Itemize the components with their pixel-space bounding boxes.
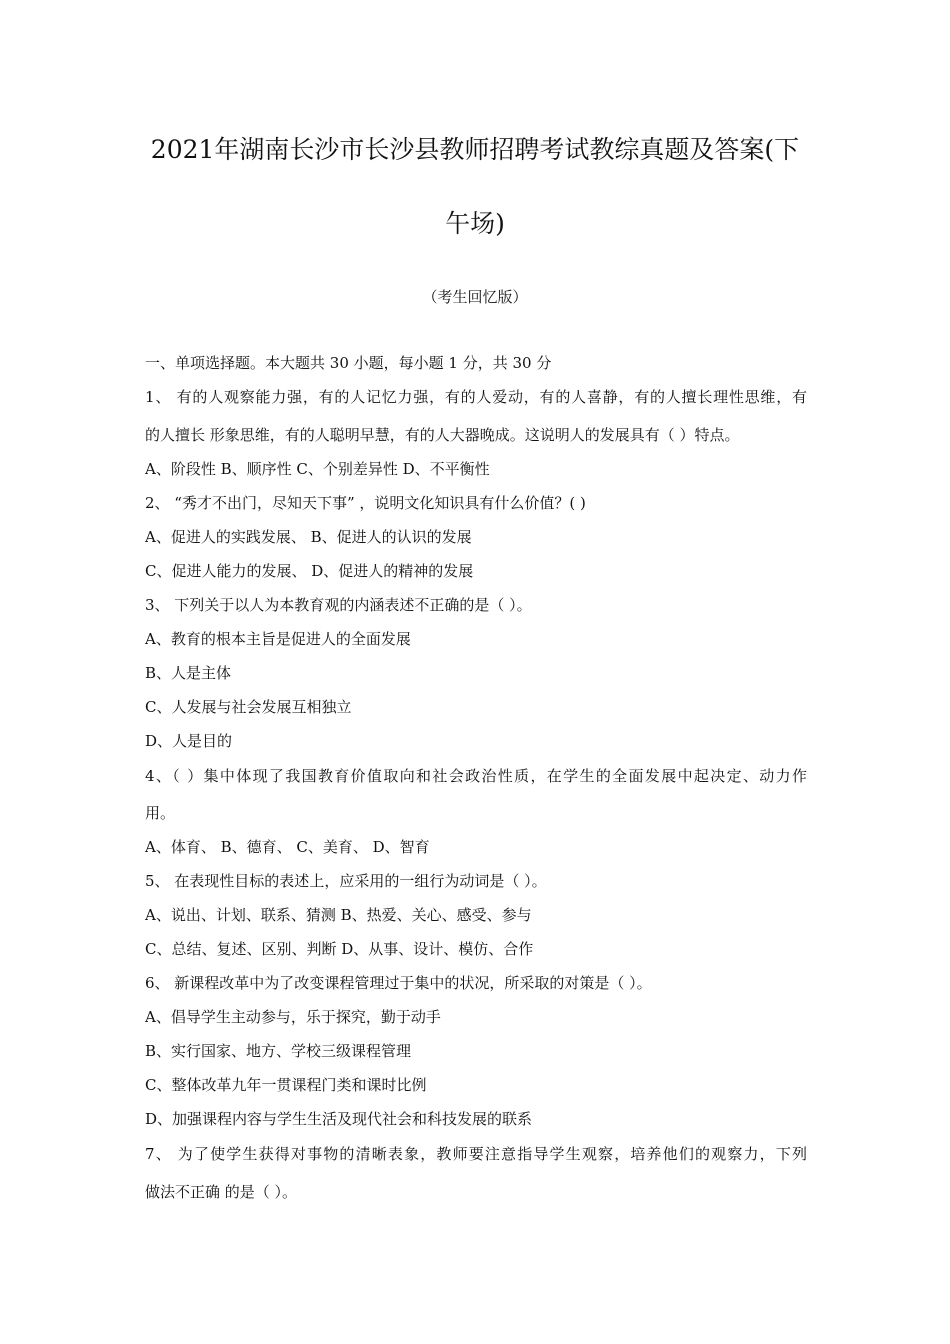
question-4-options: A、体育、 B、德育、 C、美育、 D、智育 [145, 838, 430, 856]
question-1-stem-line-2: 的人擅长 形象思维，有的人聪明早慧，有的人大器晚成。这说明人的发展具有（ ）特点。 [145, 426, 740, 444]
section-heading: 一、单项选择题。本大题共 30 小题，每小题 1 分，共 30 分 [145, 354, 552, 372]
question-1-options: A、阶段性 B、顺序性 C、个别差异性 D、不平衡性 [145, 460, 490, 478]
question-7-stem-line-1: 7、 为了使学生获得对事物的清晰表象，教师要注意指导学生观察，培养他们的观察力，下列 [145, 1145, 807, 1163]
question-4-stem-line-2: 用。 [145, 804, 176, 822]
question-3-option-b: B、人是主体 [145, 664, 232, 682]
question-6-stem: 6、 新课程改革中为了改变课程管理过于集中的状况，所采取的对策是（ ）。 [145, 974, 652, 992]
question-6-option-b: B、实行国家、地方、学校三级课程管理 [145, 1042, 412, 1060]
question-2-stem: 2、 “秀才不出门，尽知天下事” ，说明文化知识具有什么价值？( ) [145, 494, 586, 512]
question-4-stem-line-1: 4、（ ）集中体现了我国教育价值取向和社会政治性质，在学生的全面发展中起决定、动力作 [145, 767, 807, 785]
question-6-option-c: C、整体改革九年一贯课程门类和课时比例 [145, 1076, 427, 1094]
question-6-option-d: D、加强课程内容与学生生活及现代社会和科技发展的联系 [145, 1110, 533, 1128]
question-5-stem: 5、 在表现性目标的表述上，应采用的一组行为动词是（ ）。 [145, 872, 547, 890]
question-5-options-cd: C、总结、复述、区别、判断 D、从事、设计、模仿、合作 [145, 940, 534, 958]
question-7-stem-line-2: 做法不正确 的是（ ）。 [145, 1183, 298, 1201]
question-3-option-d: D、人是目的 [145, 732, 233, 750]
question-3-option-c: C、人发展与社会发展互相独立 [145, 698, 352, 716]
document-subtitle: （考生回忆版） [422, 288, 528, 306]
question-2-options-ab: A、促进人的实践发展、 B、促进人的认识的发展 [145, 528, 472, 546]
question-5-options-ab: A、说出、计划、联系、猜测 B、热爱、关心、感受、参与 [145, 906, 532, 924]
document-title-line-2: 午场) [445, 209, 505, 238]
document-title-line-1: 2021年湖南长沙市长沙县教师招聘考试教综真题及答案(下 [150, 135, 800, 164]
question-6-option-a: A、倡导学生主动参与，乐于探究，勤于动手 [145, 1008, 441, 1026]
question-3-stem: 3、 下列关于以人为本教育观的内涵表述不正确的是（ ）。 [145, 596, 532, 614]
question-3-option-a: A、教育的根本主旨是促进人的全面发展 [145, 630, 411, 648]
question-1-stem-line-1: 1、 有的人观察能力强，有的人记忆力强，有的人爱动，有的人喜静，有的人擅长理性思维，有 [145, 388, 807, 406]
question-2-options-cd: C、促进人能力的发展、 D、促进人的精神的发展 [145, 562, 474, 580]
